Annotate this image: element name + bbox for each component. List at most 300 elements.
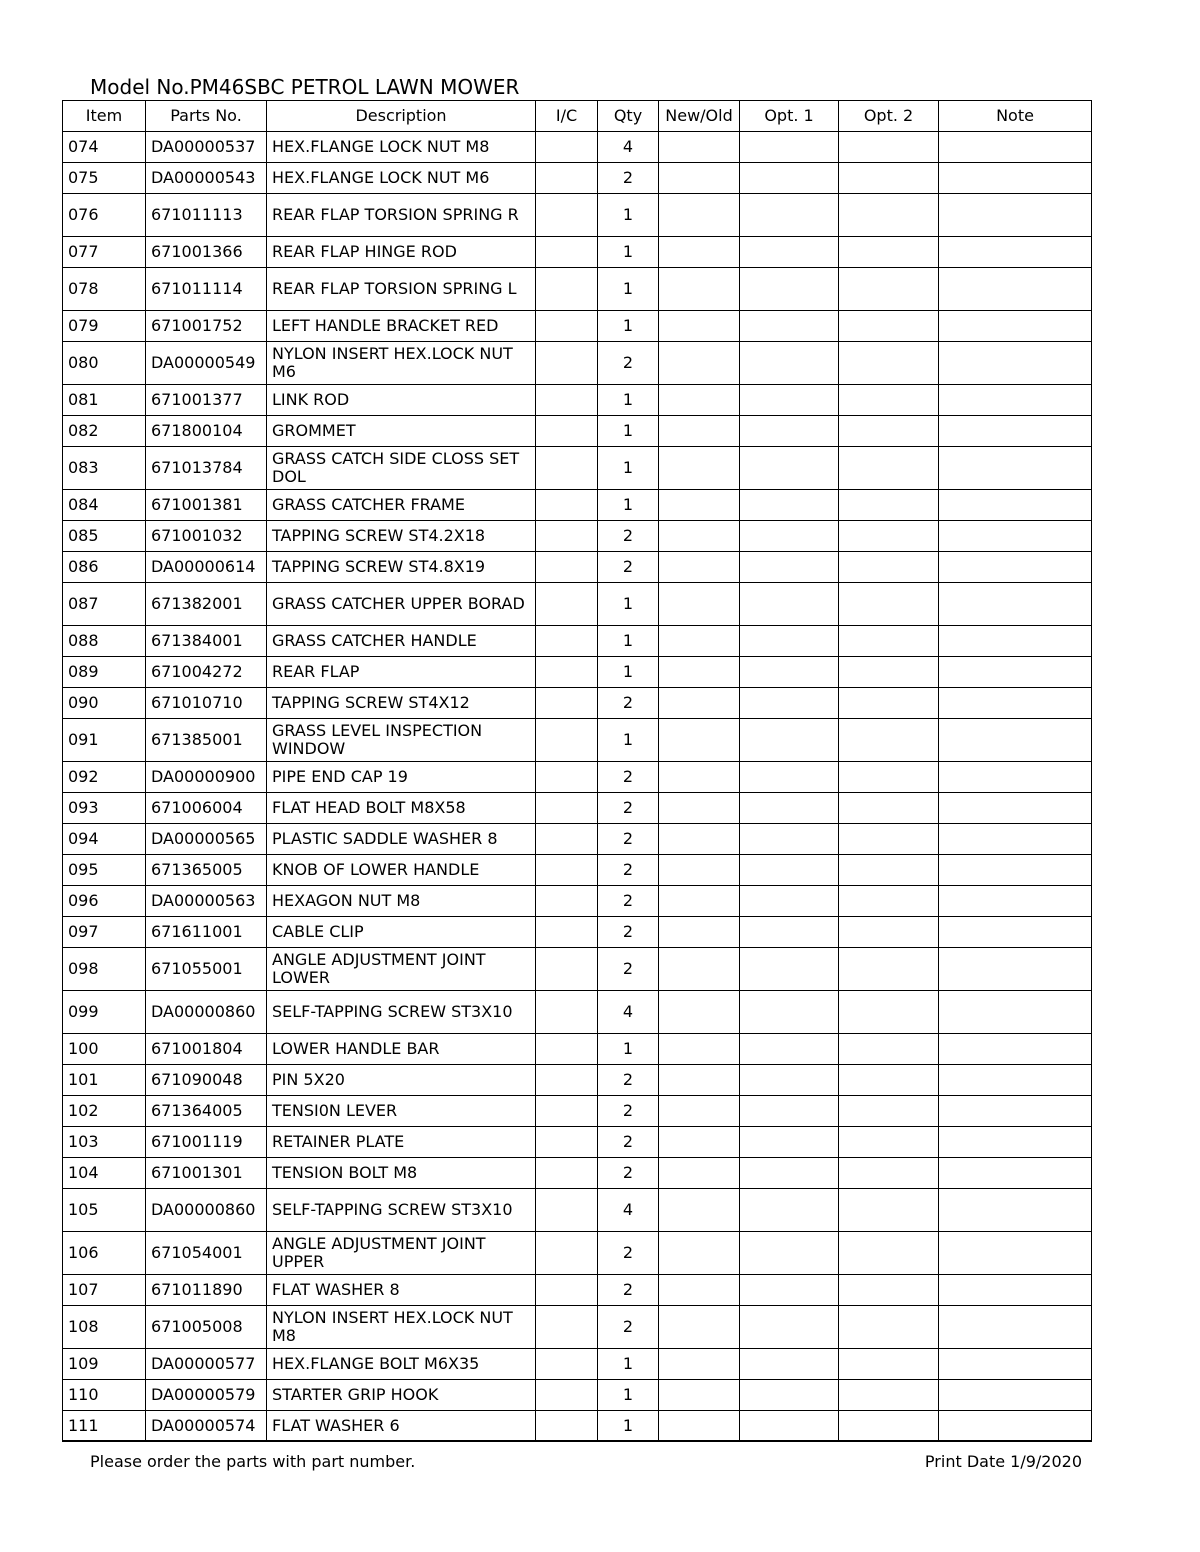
opt-2-cell — [839, 948, 939, 991]
description-cell: STARTER GRIP HOOK — [267, 1380, 536, 1411]
opt-2-cell — [839, 447, 939, 490]
description-cell: SELF-TAPPING SCREW ST3X10 — [267, 991, 536, 1034]
part-number-cell: 671006004 — [146, 793, 267, 824]
qty-cell: 1 — [598, 1380, 659, 1411]
new-old-cell — [659, 583, 740, 626]
new-old-cell — [659, 719, 740, 762]
opt-2-cell — [839, 688, 939, 719]
new-old-cell — [659, 447, 740, 490]
part-number-cell: 671365005 — [146, 855, 267, 886]
new-old-cell — [659, 1158, 740, 1189]
part-number-cell: 671001032 — [146, 521, 267, 552]
table-row — [63, 1189, 1092, 1232]
table-row — [63, 237, 1092, 268]
description-cell: REAR FLAP — [267, 657, 536, 688]
note-cell — [939, 268, 1092, 311]
ic-cell — [536, 948, 598, 991]
item-cell: 096 — [63, 886, 146, 917]
print-date: Print Date 1/9/2020 — [924, 1452, 1082, 1471]
opt-1-cell — [740, 342, 839, 385]
item-cell: 092 — [63, 762, 146, 793]
note-cell — [939, 762, 1092, 793]
description-cell: TAPPING SCREW ST4.2X18 — [267, 521, 536, 552]
part-number-cell: 671001301 — [146, 1158, 267, 1189]
ic-cell — [536, 490, 598, 521]
part-number-cell: DA00000574 — [146, 1411, 267, 1442]
item-cell: 077 — [63, 237, 146, 268]
opt-2-cell — [839, 268, 939, 311]
opt-2-cell — [839, 552, 939, 583]
ic-cell — [536, 688, 598, 719]
opt-1-cell — [740, 416, 839, 447]
new-old-cell — [659, 1411, 740, 1442]
qty-cell: 2 — [598, 1232, 659, 1275]
new-old-cell — [659, 688, 740, 719]
description-cell: NYLON INSERT HEX.LOCK NUT M8 — [267, 1306, 536, 1349]
description-cell: ANGLE ADJUSTMENT JOINT UPPER — [267, 1232, 536, 1275]
opt-2-cell — [839, 886, 939, 917]
description-cell: CABLE CLIP — [267, 917, 536, 948]
new-old-cell — [659, 1380, 740, 1411]
part-number-cell: DA00000900 — [146, 762, 267, 793]
description-cell: TAPPING SCREW ST4.8X19 — [267, 552, 536, 583]
opt-1-cell — [740, 1158, 839, 1189]
part-number-cell: DA00000614 — [146, 552, 267, 583]
ic-cell — [536, 163, 598, 194]
part-number-cell: 671384001 — [146, 626, 267, 657]
table-row — [63, 1096, 1092, 1127]
part-number-cell: DA00000577 — [146, 1349, 267, 1380]
qty-cell: 2 — [598, 917, 659, 948]
item-cell: 108 — [63, 1306, 146, 1349]
ic-cell — [536, 657, 598, 688]
qty-cell: 2 — [598, 163, 659, 194]
opt-2-cell — [839, 416, 939, 447]
ic-cell — [536, 855, 598, 886]
note-cell — [939, 1380, 1092, 1411]
opt-1-cell — [740, 991, 839, 1034]
column-header-parts-no: Parts No. — [146, 101, 267, 132]
opt-2-cell — [839, 132, 939, 163]
description-cell: FLAT WASHER 6 — [267, 1411, 536, 1442]
new-old-cell — [659, 194, 740, 237]
qty-cell: 1 — [598, 268, 659, 311]
parts-table — [62, 100, 1092, 1442]
description-cell: REAR FLAP HINGE ROD — [267, 237, 536, 268]
new-old-cell — [659, 991, 740, 1034]
qty-cell: 2 — [598, 688, 659, 719]
table-row — [63, 1232, 1092, 1275]
note-cell — [939, 1065, 1092, 1096]
new-old-cell — [659, 1275, 740, 1306]
item-cell: 111 — [63, 1411, 146, 1442]
qty-cell: 2 — [598, 1096, 659, 1127]
new-old-cell — [659, 490, 740, 521]
opt-2-cell — [839, 719, 939, 762]
qty-cell: 1 — [598, 626, 659, 657]
opt-2-cell — [839, 342, 939, 385]
ic-cell — [536, 1034, 598, 1065]
note-cell — [939, 521, 1092, 552]
column-header-new-old: New/Old — [659, 101, 740, 132]
opt-1-cell — [740, 1096, 839, 1127]
part-number-cell: 671055001 — [146, 948, 267, 991]
qty-cell: 1 — [598, 447, 659, 490]
item-cell: 087 — [63, 583, 146, 626]
qty-cell: 2 — [598, 1065, 659, 1096]
item-cell: 076 — [63, 194, 146, 237]
qty-cell: 1 — [598, 416, 659, 447]
item-cell: 074 — [63, 132, 146, 163]
part-number-cell: 671010710 — [146, 688, 267, 719]
description-cell: FLAT WASHER 8 — [267, 1275, 536, 1306]
table-row — [63, 1065, 1092, 1096]
opt-1-cell — [740, 886, 839, 917]
table-row — [63, 311, 1092, 342]
note-cell — [939, 416, 1092, 447]
note-cell — [939, 793, 1092, 824]
table-row — [63, 1411, 1092, 1442]
opt-1-cell — [740, 583, 839, 626]
ic-cell — [536, 1232, 598, 1275]
table-row — [63, 342, 1092, 385]
opt-1-cell — [740, 552, 839, 583]
opt-2-cell — [839, 917, 939, 948]
new-old-cell — [659, 1096, 740, 1127]
note-cell — [939, 194, 1092, 237]
table-row — [63, 1034, 1092, 1065]
item-cell: 102 — [63, 1096, 146, 1127]
table-row — [63, 719, 1092, 762]
description-cell: HEXAGON NUT M8 — [267, 886, 536, 917]
part-number-cell: 671001366 — [146, 237, 267, 268]
opt-1-cell — [740, 1411, 839, 1442]
opt-2-cell — [839, 1380, 939, 1411]
table-row — [63, 793, 1092, 824]
table-row — [63, 657, 1092, 688]
new-old-cell — [659, 237, 740, 268]
new-old-cell — [659, 552, 740, 583]
ic-cell — [536, 268, 598, 311]
opt-2-cell — [839, 490, 939, 521]
new-old-cell — [659, 657, 740, 688]
note-cell — [939, 991, 1092, 1034]
opt-2-cell — [839, 311, 939, 342]
table-row — [63, 886, 1092, 917]
ic-cell — [536, 385, 598, 416]
qty-cell: 1 — [598, 311, 659, 342]
column-header-description: Description — [267, 101, 536, 132]
note-cell — [939, 1411, 1092, 1442]
qty-cell: 2 — [598, 552, 659, 583]
note-cell — [939, 719, 1092, 762]
table-row — [63, 194, 1092, 237]
part-number-cell: 671011114 — [146, 268, 267, 311]
new-old-cell — [659, 855, 740, 886]
item-cell: 082 — [63, 416, 146, 447]
ic-cell — [536, 1349, 598, 1380]
ic-cell — [536, 1380, 598, 1411]
opt-1-cell — [740, 719, 839, 762]
opt-1-cell — [740, 657, 839, 688]
item-cell: 094 — [63, 824, 146, 855]
opt-2-cell — [839, 1349, 939, 1380]
ic-cell — [536, 237, 598, 268]
description-cell: REAR FLAP TORSION SPRING R — [267, 194, 536, 237]
description-cell: NYLON INSERT HEX.LOCK NUT M6 — [267, 342, 536, 385]
note-cell — [939, 1158, 1092, 1189]
item-cell: 085 — [63, 521, 146, 552]
qty-cell: 1 — [598, 385, 659, 416]
qty-cell: 1 — [598, 1034, 659, 1065]
new-old-cell — [659, 626, 740, 657]
opt-2-cell — [839, 385, 939, 416]
opt-2-cell — [839, 194, 939, 237]
item-cell: 104 — [63, 1158, 146, 1189]
qty-cell: 1 — [598, 1349, 659, 1380]
item-cell: 078 — [63, 268, 146, 311]
opt-1-cell — [740, 1065, 839, 1096]
opt-1-cell — [740, 1189, 839, 1232]
ic-cell — [536, 1127, 598, 1158]
description-cell: HEX.FLANGE LOCK NUT M6 — [267, 163, 536, 194]
item-cell: 101 — [63, 1065, 146, 1096]
opt-1-cell — [740, 1232, 839, 1275]
description-cell: SELF-TAPPING SCREW ST3X10 — [267, 1189, 536, 1232]
item-cell: 090 — [63, 688, 146, 719]
description-cell: TENSI0N LEVER — [267, 1096, 536, 1127]
note-cell — [939, 237, 1092, 268]
description-cell: GRASS LEVEL INSPECTION WINDOW — [267, 719, 536, 762]
new-old-cell — [659, 917, 740, 948]
qty-cell: 2 — [598, 521, 659, 552]
note-cell — [939, 385, 1092, 416]
opt-1-cell — [740, 1275, 839, 1306]
opt-1-cell — [740, 521, 839, 552]
opt-2-cell — [839, 1275, 939, 1306]
table-row — [63, 762, 1092, 793]
opt-1-cell — [740, 762, 839, 793]
item-cell: 109 — [63, 1349, 146, 1380]
description-cell: RETAINER PLATE — [267, 1127, 536, 1158]
opt-1-cell — [740, 626, 839, 657]
table-row — [63, 416, 1092, 447]
opt-1-cell — [740, 385, 839, 416]
note-cell — [939, 1232, 1092, 1275]
table-row — [63, 163, 1092, 194]
ic-cell — [536, 552, 598, 583]
item-cell: 098 — [63, 948, 146, 991]
note-cell — [939, 626, 1092, 657]
opt-2-cell — [839, 991, 939, 1034]
qty-cell: 1 — [598, 237, 659, 268]
opt-1-cell — [740, 1306, 839, 1349]
qty-cell: 4 — [598, 991, 659, 1034]
part-number-cell: 671001804 — [146, 1034, 267, 1065]
note-cell — [939, 311, 1092, 342]
qty-cell: 1 — [598, 490, 659, 521]
part-number-cell: DA00000860 — [146, 991, 267, 1034]
description-cell: REAR FLAP TORSION SPRING L — [267, 268, 536, 311]
table-row — [63, 1127, 1092, 1158]
note-cell — [939, 855, 1092, 886]
item-cell: 089 — [63, 657, 146, 688]
ic-cell — [536, 824, 598, 855]
description-cell: FLAT HEAD BOLT M8X58 — [267, 793, 536, 824]
opt-1-cell — [740, 688, 839, 719]
column-header-opt-1: Opt. 1 — [740, 101, 839, 132]
part-number-cell: 671054001 — [146, 1232, 267, 1275]
item-cell: 086 — [63, 552, 146, 583]
ic-cell — [536, 762, 598, 793]
ic-cell — [536, 311, 598, 342]
table-row — [63, 583, 1092, 626]
description-cell: LOWER HANDLE BAR — [267, 1034, 536, 1065]
qty-cell: 2 — [598, 855, 659, 886]
qty-cell: 1 — [598, 719, 659, 762]
item-cell: 099 — [63, 991, 146, 1034]
part-number-cell: 671001119 — [146, 1127, 267, 1158]
description-cell: PLASTIC SADDLE WASHER 8 — [267, 824, 536, 855]
qty-cell: 2 — [598, 1306, 659, 1349]
opt-1-cell — [740, 1127, 839, 1158]
part-number-cell: DA00000565 — [146, 824, 267, 855]
description-cell: LEFT HANDLE BRACKET RED — [267, 311, 536, 342]
table-row — [63, 991, 1092, 1034]
opt-1-cell — [740, 132, 839, 163]
part-number-cell: 671011113 — [146, 194, 267, 237]
opt-2-cell — [839, 521, 939, 552]
part-number-cell: DA00000543 — [146, 163, 267, 194]
opt-1-cell — [740, 855, 839, 886]
header-row — [63, 101, 1092, 132]
note-cell — [939, 657, 1092, 688]
ic-cell — [536, 1306, 598, 1349]
description-cell: KNOB OF LOWER HANDLE — [267, 855, 536, 886]
ic-cell — [536, 719, 598, 762]
opt-1-cell — [740, 1380, 839, 1411]
part-number-cell: 671004272 — [146, 657, 267, 688]
description-cell: HEX.FLANGE LOCK NUT M8 — [267, 132, 536, 163]
ic-cell — [536, 1189, 598, 1232]
item-cell: 106 — [63, 1232, 146, 1275]
new-old-cell — [659, 1349, 740, 1380]
opt-1-cell — [740, 163, 839, 194]
item-cell: 083 — [63, 447, 146, 490]
note-cell — [939, 132, 1092, 163]
item-cell: 088 — [63, 626, 146, 657]
new-old-cell — [659, 793, 740, 824]
note-cell — [939, 824, 1092, 855]
part-number-cell: DA00000579 — [146, 1380, 267, 1411]
part-number-cell: 671013784 — [146, 447, 267, 490]
item-cell: 110 — [63, 1380, 146, 1411]
part-number-cell: DA00000563 — [146, 886, 267, 917]
ic-cell — [536, 342, 598, 385]
item-cell: 080 — [63, 342, 146, 385]
description-cell: GRASS CATCHER FRAME — [267, 490, 536, 521]
note-cell — [939, 1096, 1092, 1127]
part-number-cell: 671382001 — [146, 583, 267, 626]
description-cell: GRASS CATCHER UPPER BORAD — [267, 583, 536, 626]
description-cell: TAPPING SCREW ST4X12 — [267, 688, 536, 719]
table-row — [63, 1275, 1092, 1306]
opt-1-cell — [740, 793, 839, 824]
description-cell: GROMMET — [267, 416, 536, 447]
ic-cell — [536, 1411, 598, 1442]
note-cell — [939, 1306, 1092, 1349]
table-row — [63, 1306, 1092, 1349]
note-cell — [939, 552, 1092, 583]
opt-2-cell — [839, 1127, 939, 1158]
note-cell — [939, 886, 1092, 917]
item-cell: 103 — [63, 1127, 146, 1158]
part-number-cell: 671011890 — [146, 1275, 267, 1306]
opt-1-cell — [740, 490, 839, 521]
new-old-cell — [659, 1306, 740, 1349]
qty-cell: 2 — [598, 762, 659, 793]
description-cell: TENSION BOLT M8 — [267, 1158, 536, 1189]
column-header-opt-2: Opt. 2 — [839, 101, 939, 132]
item-cell: 107 — [63, 1275, 146, 1306]
ic-cell — [536, 991, 598, 1034]
opt-2-cell — [839, 657, 939, 688]
qty-cell: 4 — [598, 132, 659, 163]
description-cell: GRASS CATCHER HANDLE — [267, 626, 536, 657]
item-cell: 100 — [63, 1034, 146, 1065]
item-cell: 079 — [63, 311, 146, 342]
opt-2-cell — [839, 237, 939, 268]
column-header-ic: I/C — [536, 101, 598, 132]
table-row — [63, 385, 1092, 416]
new-old-cell — [659, 163, 740, 194]
table-row — [63, 824, 1092, 855]
page-title: Model No.PM46SBC PETROL LAWN MOWER — [90, 75, 520, 99]
part-number-cell: 671611001 — [146, 917, 267, 948]
opt-2-cell — [839, 163, 939, 194]
new-old-cell — [659, 385, 740, 416]
table-row — [63, 132, 1092, 163]
qty-cell: 1 — [598, 1411, 659, 1442]
note-cell — [939, 1127, 1092, 1158]
ic-cell — [536, 132, 598, 163]
part-number-cell: DA00000860 — [146, 1189, 267, 1232]
new-old-cell — [659, 416, 740, 447]
item-cell: 081 — [63, 385, 146, 416]
opt-2-cell — [839, 1411, 939, 1442]
qty-cell: 2 — [598, 886, 659, 917]
part-number-cell: 671001377 — [146, 385, 267, 416]
ic-cell — [536, 416, 598, 447]
table-row — [63, 855, 1092, 886]
opt-1-cell — [740, 311, 839, 342]
description-cell: ANGLE ADJUSTMENT JOINT LOWER — [267, 948, 536, 991]
table-row — [63, 688, 1092, 719]
ic-cell — [536, 1275, 598, 1306]
qty-cell: 1 — [598, 657, 659, 688]
part-number-cell: 671090048 — [146, 1065, 267, 1096]
new-old-cell — [659, 1232, 740, 1275]
opt-1-cell — [740, 268, 839, 311]
part-number-cell: DA00000549 — [146, 342, 267, 385]
ic-cell — [536, 447, 598, 490]
part-number-cell: 671001752 — [146, 311, 267, 342]
item-cell: 084 — [63, 490, 146, 521]
ic-cell — [536, 521, 598, 552]
note-cell — [939, 688, 1092, 719]
opt-2-cell — [839, 762, 939, 793]
opt-2-cell — [839, 1189, 939, 1232]
